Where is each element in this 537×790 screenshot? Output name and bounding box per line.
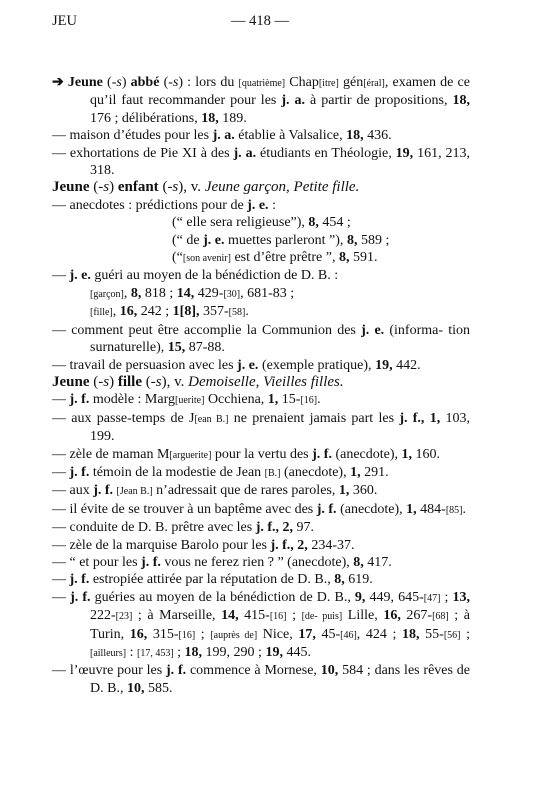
index-entry: — anecdotes : prédictions pour de j. e. :	[52, 197, 276, 213]
page-number: — 418 —	[231, 13, 289, 29]
index-entry: — zèle de maman M[arguerite] pour la vertu des j. f. (anecdote), 1, 160.	[52, 446, 441, 462]
index-body	[52, 74, 470, 697]
index-entry: — j. f. estropiée attirée par la réputation de D. B., 8, 619.	[52, 572, 373, 588]
index-entry: — travail de persuasion avec les j. e. (exemple pratique), 19, 442.	[52, 357, 421, 373]
section-label: JEU	[52, 13, 77, 29]
index-entry: — exhortations de Pie XI à des j. a. étudiants en Théologie, 19, 161, 213, 318.	[52, 145, 471, 179]
index-entry: — l’œuvre pour les j. f. commence à Mornese, 10, 584 ; dans les rêves de D. B., 10, 585.	[52, 663, 470, 696]
index-entry: — j. f. guéries au moyen de la bénédiction de D. B., 9, 449, 645-[47] ; 13, 222-[23] ; à Marseille, 14, 415-[16] ; [de- puis] Lille, 16, 267-[68] ; à Turin, 16, 315-[16] ; [auprès de] Nice, 17, 45-[46], 424 ; 18, 55-[56] ; [ailleurs] : [17, 453] ; 18, 199, 290 ; 19, 445.	[52, 589, 471, 660]
index-entry: — zèle de la marquise Barolo pour les j. f., 2, 234-37.	[52, 537, 355, 553]
index-entry: — j. e. guéri au moyen de la bénédiction de D. B. : [garçon], 8, 818 ; 14, 429-[30], 681-83 ; [fille], 16, 242 ; 1[8], 357-[58].	[52, 268, 339, 320]
index-subentry: (“ de j. e. muettes parleront ”), 8, 589 ;	[172, 232, 390, 248]
index-entry: — j. f. modèle : Marg[uerite] Occhiena, 1, 15-[16].	[52, 392, 321, 408]
page-header	[52, 13, 468, 35]
index-entry: — “ et pour les j. f. vous ne ferez rien ? ” (anecdote), 8, 417.	[52, 554, 392, 570]
index-entry: — conduite de D. B. prêtre avec les j. f., 2, 97.	[52, 520, 315, 536]
index-entry: — maison d’études pour les j. a. établie à Valsalice, 18, 436.	[52, 128, 392, 144]
index-heading: Jeune (-s) fille (-s), v. Demoiselle, Vieilles filles.	[52, 373, 344, 390]
index-subentry: (“ elle sera religieuse”), 8, 454 ;	[172, 215, 351, 231]
index-entry: — comment peut être accomplie la Communion des j. e. (informa- tion surnaturelle), 15, 87-88.	[52, 322, 470, 356]
index-heading: Jeune (-s) enfant (-s), v. Jeune garçon, Petite fille.	[52, 179, 360, 196]
index-entry: — j. f. témoin de la modestie de Jean [B.] (anecdote), 1, 291.	[52, 464, 389, 480]
index-subentry: (“[son avenir] est d’être prêtre ”, 8, 591.	[172, 250, 378, 266]
index-entry: — aux passe-temps de J[ean B.] ne prenaient jamais part les j. f., 1, 103, 199.	[52, 410, 471, 445]
index-entry: ➔ Jeune (-s) abbé (-s) : lors du [quatrième] Chap[itre] gén[éral], examen de ce qu’il faut recommander pour les j. a. à partir de propositions, 18, 176 ; délibérations, 18, 189.	[52, 75, 470, 126]
index-entry: — aux j. f. [Jean B.] n’adressait que de rares paroles, 1, 360.	[52, 483, 378, 499]
index-entry: — il évite de se trouver à un baptême avec des j. f. (anecdote), 1, 484-[85].	[52, 501, 466, 517]
